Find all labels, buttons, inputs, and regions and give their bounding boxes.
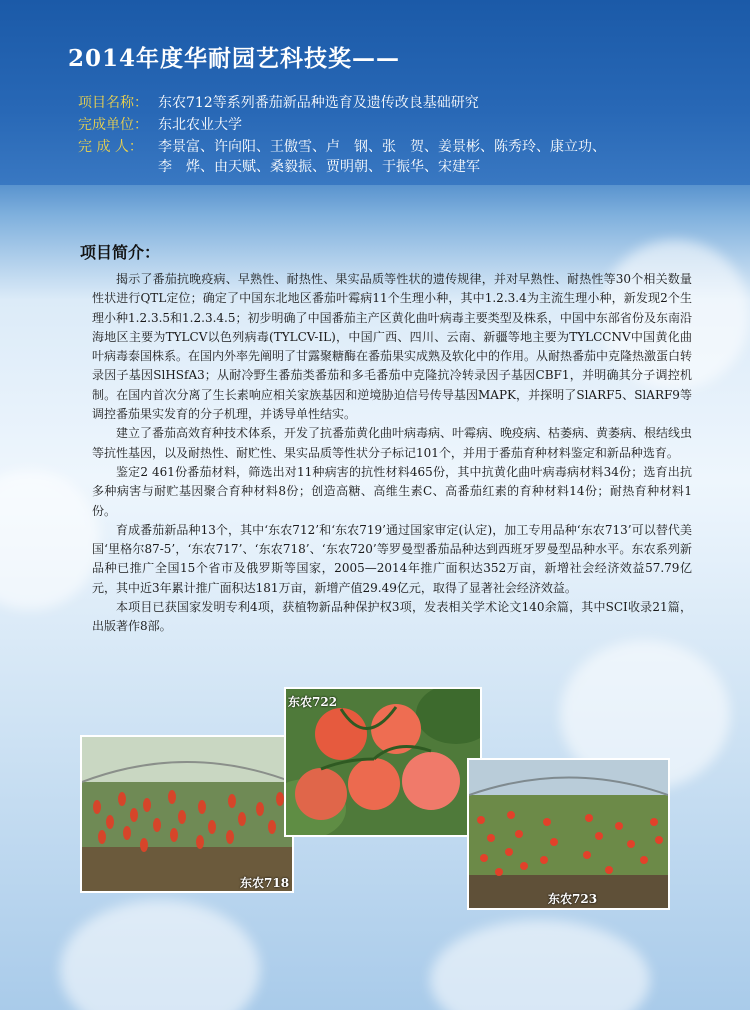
completers-line-1: 李景富、许向阳、王傲雪、卢 钢、张 贺、姜景彬、陈秀玲、康立功、 (158, 139, 606, 155)
project-name-value: 东农712等系列番茄新品种选育及遗传改良基础研究 (158, 95, 479, 111)
completing-unit-label: 完成单位： (78, 117, 148, 133)
background-flower (0, 470, 100, 610)
project-name-row (78, 92, 479, 112)
page-title: 2014年度华耐园艺科技奖—— (68, 45, 401, 72)
background-flower (430, 920, 650, 1010)
intro-heading: 项目简介： (80, 243, 161, 262)
completing-unit-value: 东北农业大学 (158, 117, 242, 133)
caption-dongnong-718: 东农718 (240, 876, 290, 890)
intro-body (92, 270, 692, 637)
photo-dongnong-718 (80, 735, 294, 893)
intro-paragraph-1: 揭示了番茄抗晚疫病、早熟性、耐热性、果实品质等性状的遗传规律，并对早熟性、耐热性等30个相关数量性状进行QTL定位；确定了中国东北地区番茄叶霉病11个生理小种，其中1.2.3.4为主流生理小种，新发现2个生理小种1.2.3.5和1.2.3.4.5；初步明确了中国番茄主产区黄化曲叶病毒主要类型及株系，中国中东部省份及东南沿海地区主要为TYLCV以色列病毒(TYLCV-IL)，中国广西、四川、云南、新疆等地主要为TYLCCNV中国黄化曲叶病毒泰国株系。在国内外率先阐明了甘露聚糖酶在番茄果实成熟及软化中的作用。从耐热番茄中克隆热激蛋白转录因子基因SlHSfA3；从耐冷野生番茄类番茄和多毛番茄中克隆抗冷转录因子基因CBF1，并明确其分子调控机制。在国内首次分离了生长素响应相关家族基因和逆境胁迫信号传导基因MAPK，并探明了SlARF5、SlARF9等调控番茄果实发育的分子机理，并诱导单性结实。 (92, 272, 693, 422)
photo-dongnong-723 (467, 758, 670, 910)
header-banner (0, 0, 750, 185)
completers-row (78, 136, 606, 156)
intro-paragraph-3: 鉴定2 461份番茄材料，筛选出对11种病害的抗性材料465份，其中抗黄化曲叶病毒病材料34份；选育出抗多种病害与耐贮基因聚合育种材料8份；创造高糖、高维生素C、高番茄红素的育种材料14份；耐热育种材料1份。 (92, 464, 692, 518)
completers-row-2 (78, 156, 480, 176)
background-flower (60, 900, 260, 1010)
completers-line-2: 李 烨、由天赋、桑毅振、贾明朝、于振华、宋建军 (158, 159, 480, 175)
project-name-label: 项目名称： (78, 95, 148, 111)
caption-dongnong-723: 东农723 (548, 892, 598, 906)
completers-label: 完 成 人： (78, 139, 143, 155)
intro-paragraph-4: 育成番茄新品种13个，其中‘东农712’和‘东农719’通过国家审定(认定)，加工专用品种‘东农713’可以替代美国‘里格尔87-5’，‘东农717’、‘东农718’、‘东农720’等罗曼型番茄品种达到西班牙罗曼型品种水平。东农系列新品种已推广全国15个省市及俄罗斯等国家，2005—2014年推广面积达352万亩，新增社会经济效益57.79亿元，其中近3年累计推广面积达181万亩，新增产值29.49亿元，取得了显著社会经济效益。 (92, 522, 692, 595)
intro-paragraph-5: 本项目已获国家发明专利4项，获植物新品种保护权3项，发表相关学术论文140余篇，其中SCI收录21篇，出版著作8部。 (92, 600, 692, 634)
intro-paragraph-2: 建立了番茄高效育种技术体系，开发了抗番茄黄化曲叶病毒病、叶霉病、晚疫病、枯萎病、黄萎病、根结线虫等抗性基因，以及耐热性、耐贮性、果实品质等性状分子标记101个，并用于番茄育种材料鉴定和新品种选育。 (92, 426, 693, 460)
caption-dongnong-722: 东农722 (288, 695, 338, 709)
completing-unit-row (78, 114, 242, 134)
